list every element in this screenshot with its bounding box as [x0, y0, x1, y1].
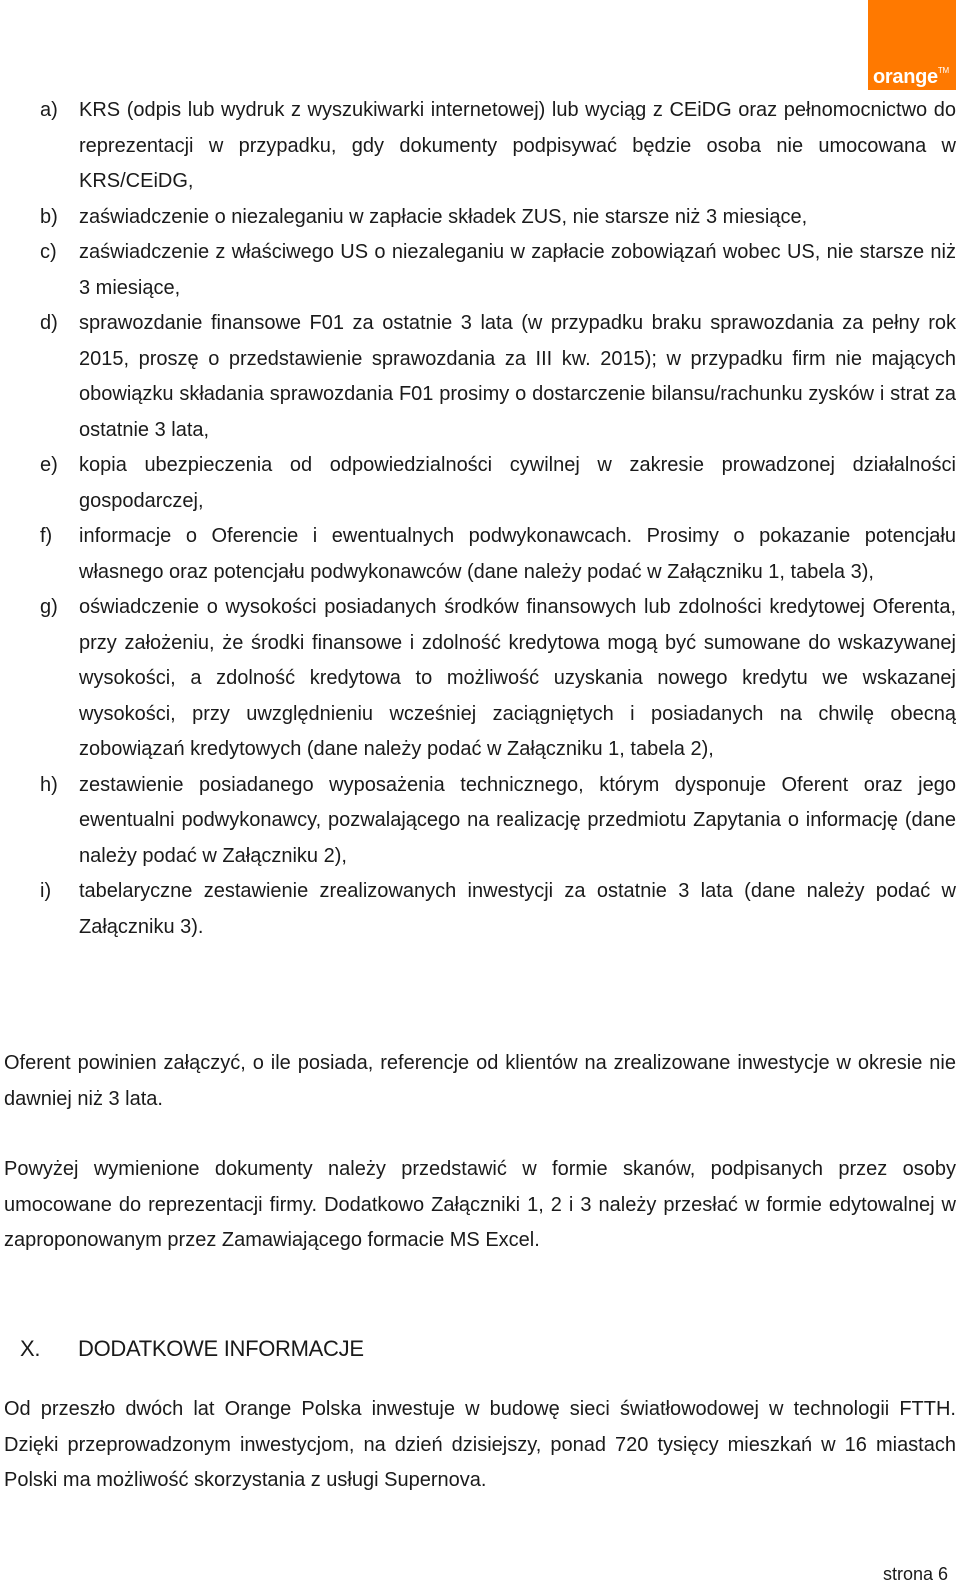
list-item-g — [40, 590, 956, 768]
list-item-text: tabelaryczne zestawienie zrealizowanych inwestycji za ostatnie 3 lata (dane należy podać w Załączniku 3). — [79, 880, 956, 938]
list-item-letter: i) — [40, 880, 52, 902]
list-item-text: KRS (odpis lub wydruk z wyszukiwarki internetowej) lub wyciąg z CEiDG oraz pełnomocnictwo do reprezentacji w przypadku, gdy dokumenty podpisywać będzie osoba nie umocowana w KRS/CEiDG, — [79, 99, 956, 192]
orange-logo-wordmark — [873, 67, 949, 87]
list-item-text: zestawienie posiadanego wyposażenia technicznego, którym dysponuje Oferent oraz jego ewentualni podwykonawcy, pozwalającego na realizację przedmiotu Zapytania o informację (dane należy podać w Załączniku 2), — [79, 773, 956, 867]
list-item-letter: h) — [40, 773, 58, 796]
scans-paragraph: Powyżej wymienione dokumenty należy przedstawić w formie skanów, podpisanych przez osoby umocowane do reprezentacji firmy. Dodatkowo Załączniki 1, 2 i 3 należy przesłać w formie edytowalnej w zaproponowanym przez Zamawiającego formacie MS Excel. — [4, 1158, 956, 1251]
list-item-letter: g) — [40, 596, 58, 618]
page-number: strona 6 — [882, 1564, 948, 1584]
list-item-text: kopia ubezpieczenia od odpowiedzialności cywilnej w zakresie prowadzonej działalności gospodarczej, — [79, 454, 956, 512]
required-documents-list — [40, 93, 956, 945]
list-item-a — [40, 93, 956, 200]
section-title: DODATKOWE INFORMACJE — [78, 1336, 364, 1361]
list-item-h — [40, 768, 956, 875]
list-item-text: sprawozdanie finansowe F01 za ostatnie 3 lata (w przypadku braku sprawozdania za pełny rok 2015, proszę o przedstawienie sprawozdania za III kw. 2015); w przypadku firm nie mających obowiązku składania sprawozdania F01 prosimy o dostarczenie bilansu/rachunku zysków i strat za ostatnie 3 lata, — [79, 312, 956, 441]
list-item-letter: a) — [40, 99, 58, 121]
section-number: X. — [20, 1336, 41, 1361]
section-heading — [20, 1334, 364, 1364]
list-item-text: informacje o Oferencie i ewentualnych podwykonawcach. Prosimy o pokazanie potencjału własnego oraz potencjału podwykonawców (dane należy podać w Załączniku 1, tabela 3), — [79, 525, 956, 583]
list-item-letter: d) — [40, 312, 58, 334]
list-item-text: zaświadczenie z właściwego US o niezaleganiu w zapłacie zobowiązań wobec US, nie starsze niż 3 miesiące, — [79, 241, 956, 299]
list-item-text: zaświadczenie o niezaleganiu w zapłacie składek ZUS, nie starsze niż 3 miesiące, — [79, 205, 808, 228]
orange-logo — [868, 0, 956, 90]
list-item-b — [40, 200, 956, 236]
logo-text: orange — [873, 66, 938, 88]
additional-info-paragraph: Od przeszło dwóch lat Orange Polska inwestuje w budowę sieci światłowodowej w technologii FTTH. Dzięki przeprowadzonym inwestycjom, na dzień dzisiejszy, ponad 720 tysięcy mieszkań w 16 miastach Polski ma możliwość skorzystania z usługi Supernova. — [4, 1398, 956, 1491]
list-item-f — [40, 519, 956, 590]
list-item-c — [40, 235, 956, 306]
list-item-letter: f) — [40, 525, 53, 547]
references-paragraph: Oferent powinien załączyć, o ile posiada, referencje od klientów na zrealizowane inwestycje w okresie nie dawniej niż 3 lata. — [4, 1052, 956, 1110]
list-item-i — [40, 874, 956, 945]
list-item-text: oświadczenie o wysokości posiadanych środków finansowych lub zdolności kredytowej Oferenta, przy założeniu, że środki finansowe i zdolność kredytowa mogą być sumowane do wskazywanej wysokości, a zdolność kredytowa to możliwość uzyskania nowego kredytu we wskazanej wysokości, przy uwzględnieniu wcześniej zaciągniętych i posiadanych na chwilę obecną zobowiązań kredytowych (dane należy podać w Załączniku 1, tabela 2), — [79, 596, 956, 760]
list-item-letter: e) — [40, 454, 58, 476]
logo-trademark: TM — [937, 66, 949, 75]
list-item-letter: c) — [40, 241, 57, 263]
list-item-letter: b) — [40, 205, 58, 228]
list-item-d — [40, 306, 956, 448]
list-item-e — [40, 448, 956, 519]
